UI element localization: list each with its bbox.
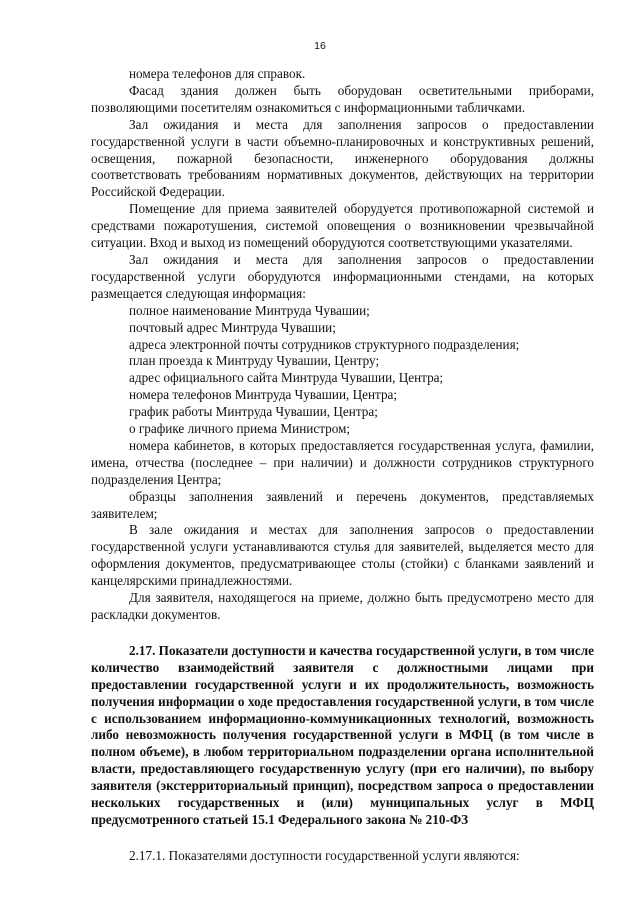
list-item: о графике личного приема Министром; <box>129 421 351 437</box>
paragraph: Фасад здания должен быть оборудован осветительными приборами, позволяющими посетителям ознакомиться с информационными табличками. <box>91 82 594 115</box>
paragraph: В зале ожидания и местах для заполнения запросов о предоставлении государственной услуги устанавливаются стулья для заявителей, выделяется место для оформления документов, предусматривающее столы (стойки) с бланками заявлений и канцелярскими принадлежностями. <box>91 522 594 589</box>
paragraph: номера телефонов для справок. <box>129 66 306 81</box>
list-item: график работы Минтруда Чувашии, Центра; <box>129 404 378 420</box>
paragraph: Для заявителя, находящегося на приеме, должно быть предусмотрено место для раскладки документов. <box>91 590 594 622</box>
list-item: полное наименование Минтруда Чувашии; <box>129 302 370 318</box>
section-heading: 2.17. Показатели доступности и качества государственной услуги, в том числе количество взаимодействий заявителя с должностными лицами при предоставлении государственной услуги и их продолжительность, возможность получения информации о ходе предоставления государственной услуги, в том числе с использованием информационно-коммуникационных технологий, возможность либо невозможность получения государственной услуги в МФЦ (в том числе в полном объеме), в любом территориальном подразделении органа исполнительной власти, предоставляющего государственную услугу (при его наличии), по выбору заявителя (экстерриториальный принцип), посредством запроса о предоставлении нескольких государственных и (или) муниципальных услуг в МФЦ предусмотренного статьей 15.1 Федерального закона № 210-ФЗ <box>91 642 594 827</box>
paragraph: образцы заполнения заявлений и перечень документов, представляемых заявителем; <box>91 488 594 521</box>
list-item: почтовый адрес Минтруда Чувашии; <box>129 319 336 335</box>
subsection-heading: 2.17.1. Показателями доступности государственной услуги являются: <box>129 847 520 863</box>
paragraph: Помещение для приема заявителей оборудуется противопожарной системой и средствами пожаротушения, системой оповещения о возникновении чрезвычайной ситуации. Вход и выход из помещений оборудуются соответствующими указателями. <box>91 201 594 251</box>
list-item: адрес официального сайта Минтруда Чувашии, Центра; <box>129 370 444 386</box>
page-number: 16 <box>314 40 326 52</box>
list-item: номера телефонов Минтруда Чувашии, Центра; <box>129 387 398 403</box>
paragraph: Зал ожидания и места для заполнения запросов о предоставлении государственной услуги оборудуются информационными стендами, на которых размещается следующая информация: <box>91 251 594 301</box>
list-item: план проезда к Минтруду Чувашии, Центру; <box>129 353 380 369</box>
paragraph: номера кабинетов, в которых предоставляется государственная услуга, фамилии, имена, отчества (последнее – при наличии) и должности сотрудников структурного подразделения Центра; <box>91 437 594 487</box>
document-body <box>91 66 594 865</box>
list-item: адреса электронной почты сотрудников структурного подразделения; <box>129 336 520 352</box>
paragraph: Зал ожидания и места для заполнения запросов о предоставлении государственной услуги в части объемно-планировочных и конструктивных решений, освещения, пожарной безопасности, инженерного оборудования должны соответствовать требованиям нормативных документов, действующих на территории Российской Федерации. <box>91 116 594 200</box>
